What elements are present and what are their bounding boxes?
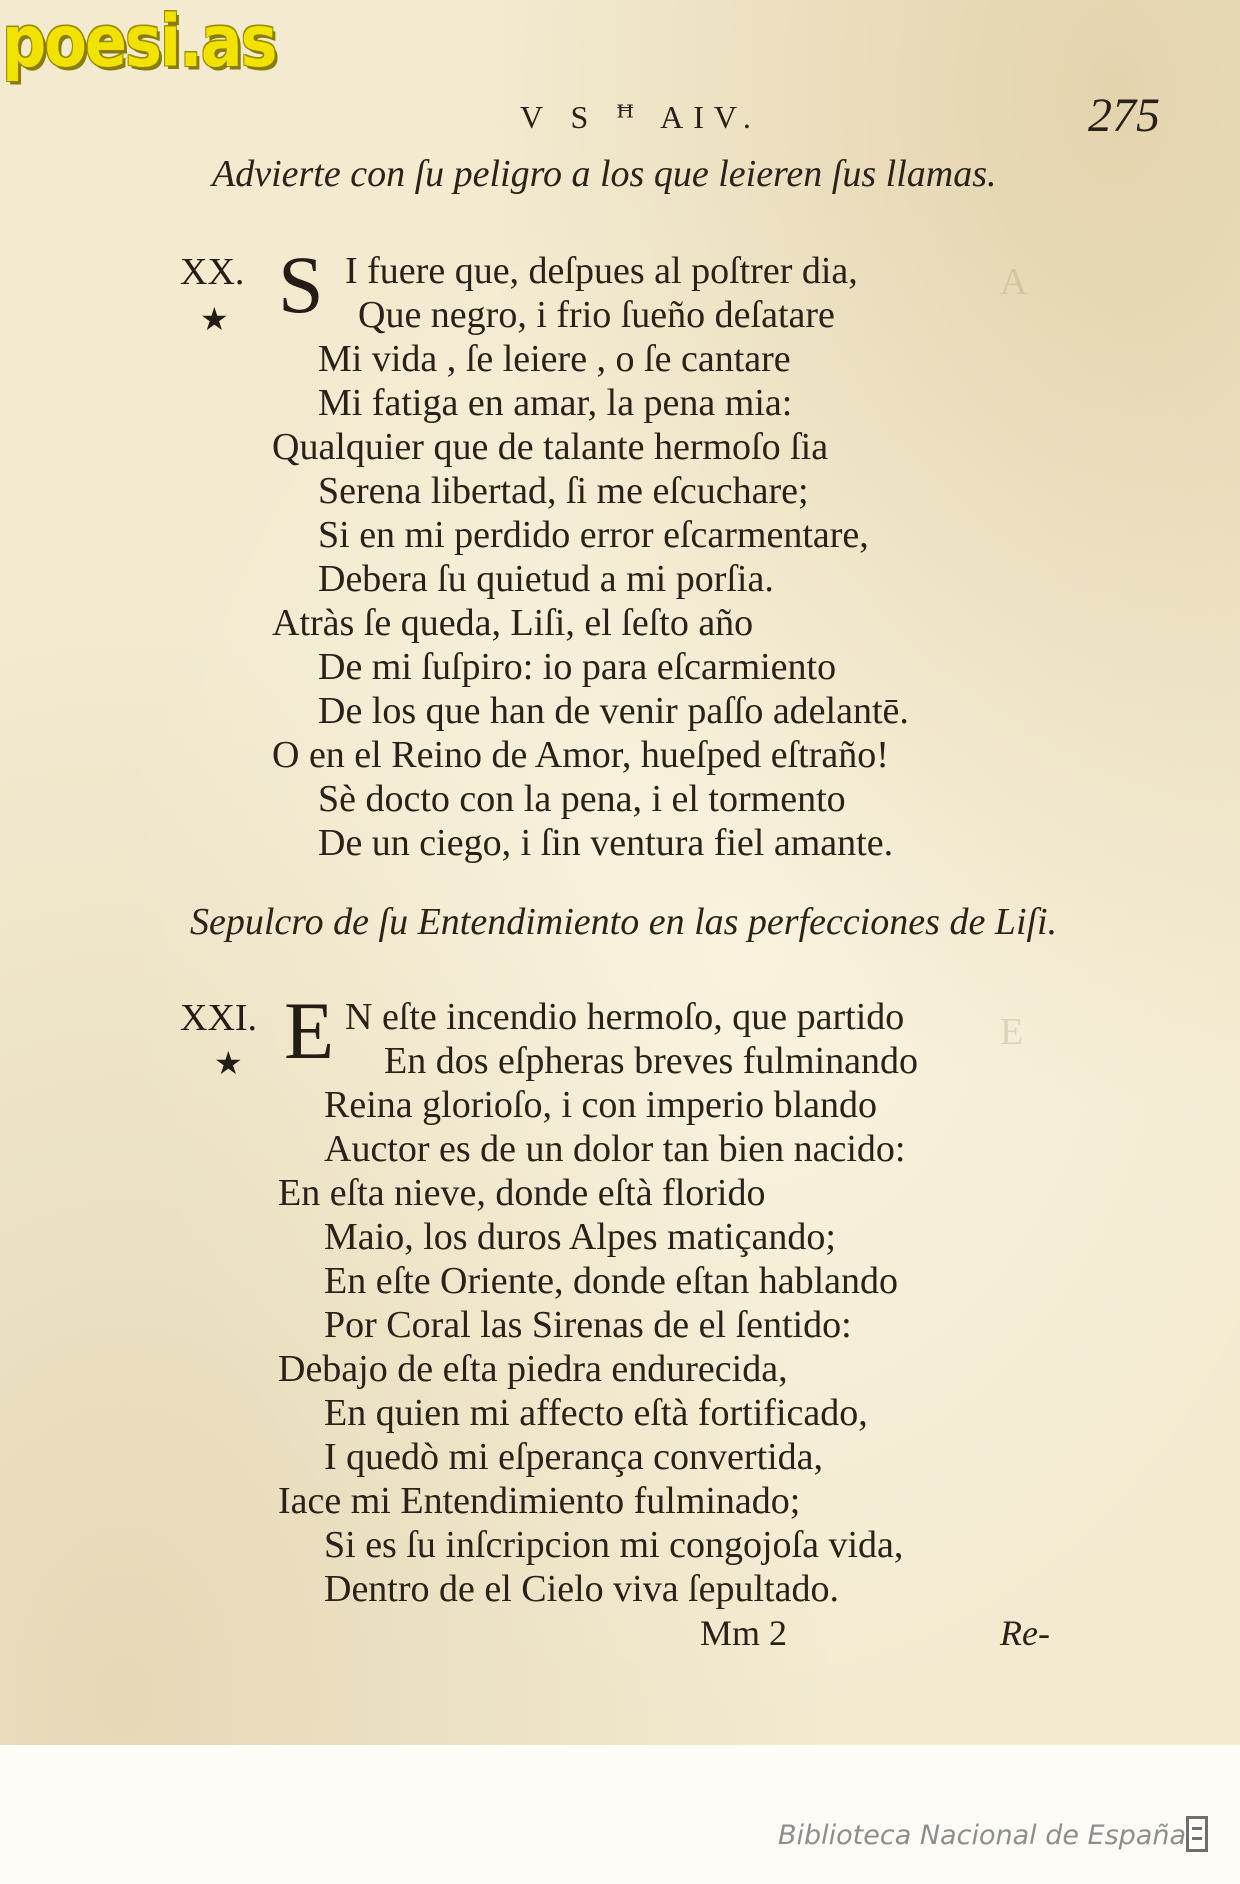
verse-line: Serena libertad, ſi me eſcuchare; xyxy=(318,470,809,512)
sonnet-number-xxi: XXI. xyxy=(180,997,258,1039)
star-marker-xx: ★ xyxy=(200,301,229,337)
verse-line: Qualquier que de talante hermoſo ſia xyxy=(272,426,829,468)
show-through-mark: A xyxy=(1000,261,1028,303)
verse-line: Reina glorioſo, i con imperio blando xyxy=(324,1084,878,1126)
printer-signature: Mm 2 xyxy=(700,1613,788,1653)
dropcap-s: S xyxy=(278,239,324,330)
verse-line: I quedò mi eſperança convertida, xyxy=(324,1436,824,1478)
verse-line: Iace mi Entendimiento fulminado; xyxy=(278,1480,801,1522)
verse-line: Debajo de eſta piedra endurecida, xyxy=(278,1348,788,1390)
verse-line: Mi vida , ſe leiere , o ſe cantare xyxy=(318,338,791,380)
verse-line: De los que han de venir paſſo adelantē. xyxy=(318,690,909,732)
poesi-as-logo: poesi.as xyxy=(2,0,276,84)
page-number: 275 xyxy=(1088,89,1160,142)
verse-line: Si en mi perdido error eſcarmentare, xyxy=(318,514,869,556)
verse-line: Por Coral las Sirenas de el ſentido: xyxy=(324,1304,852,1346)
verse-line: Si es ſu inſcripcion mi congojoſa vida, xyxy=(324,1524,904,1566)
dropcap-e: E xyxy=(284,985,335,1076)
bne-watermark: Biblioteca Nacional de España xyxy=(778,1820,1187,1851)
verse-line: Que negro, i frio ſueño deſatare xyxy=(358,294,835,336)
verse-line: En quien mi affecto eſtà fortificado, xyxy=(324,1392,868,1434)
verse-line: Maio, los duros Alpes matiçando; xyxy=(324,1216,836,1258)
verse-line: O en el Reino de Amor, hueſped eſtraño! xyxy=(272,734,889,776)
verse-line: En eſte Oriente, donde eſtan hablando xyxy=(324,1260,899,1302)
catchword: Re- xyxy=(1000,1613,1050,1653)
verse-line: I fuere que, deſpues al poſtrer dia, xyxy=(345,250,858,292)
poem-title-xx: Advierte con ſu peligro a los que leieren ſus llamas. xyxy=(212,153,997,195)
verse-line: Atràs ſe queda, Liſi, el ſeſto año xyxy=(272,602,754,644)
verse-line: Mi fatiga en amar, la pena mia: xyxy=(318,382,793,424)
show-through-mark: E xyxy=(1000,1011,1024,1053)
verse-line: Debera ſu quietud a mi porſia. xyxy=(318,558,774,600)
verse-line: N eſte incendio hermoſo, que partido xyxy=(345,996,905,1038)
verse-line: En eſta nieve, donde eſtà florido xyxy=(278,1172,766,1214)
running-head: V S ꟸ AIV. xyxy=(520,99,761,135)
bne-logo-icon xyxy=(1186,1816,1208,1852)
verse-line: Sè docto con la pena, i el tormento xyxy=(318,778,846,820)
poem-title-xxi: Sepulcro de ſu Entendimiento en las perfecciones de Liſi. xyxy=(190,901,1058,943)
verse-line: Dentro de el Cielo viva ſepultado. xyxy=(324,1568,839,1610)
star-marker-xxi: ★ xyxy=(214,1045,243,1081)
scan-margin xyxy=(0,1745,1240,1884)
verse-line: De mi ſuſpiro: io para eſcarmiento xyxy=(318,646,837,688)
verse-line: En dos eſpheras breves fulminando xyxy=(384,1040,918,1082)
verse-line: Auctor es de un dolor tan bien nacido: xyxy=(324,1128,906,1170)
sonnet-number-xx: XX. xyxy=(180,251,245,293)
verse-line: De un ciego, i ſin ventura fiel amante. xyxy=(318,822,894,864)
